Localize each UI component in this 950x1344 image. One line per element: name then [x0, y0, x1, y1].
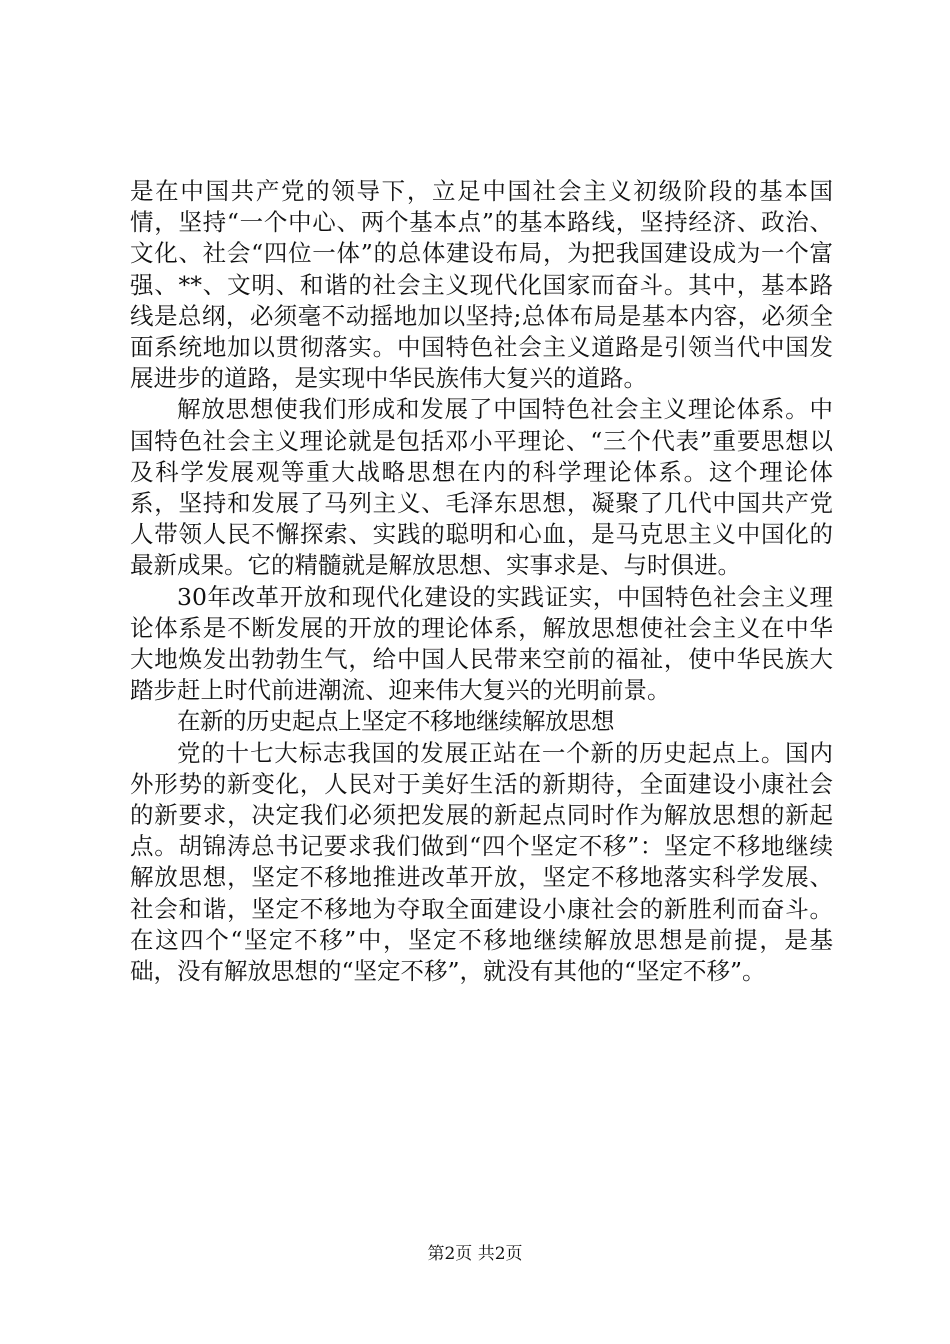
section-heading: 在新的历史起点上坚定不移地继续解放思想	[177, 707, 614, 736]
paragraph-new-starting-point: 党的十七大标志我国的发展正站在一个新的历史起点上。国内外形势的新变化，人民对于美好生活的新期待，全面建设小康社会的新要求，决定我们必须把发展的新起点同时作为解放思想的新起点。胡锦涛总书记要求我们做到“四个坚定不移”：坚定不移地继续解放思想，坚定不移地推进改革开放，坚定不移地落实科学发展、社会和谐，坚定不移地为夺取全面建设小康社会的新胜利而奋斗。在这四个“坚定不移”中，坚定不移地继续解放思想是前提，是基础，没有解放思想的“坚定不移”，就没有其他的“坚定不移”。	[130, 738, 833, 986]
paragraph-reform-practice: 30年改革开放和现代化建设的实践证实，中国特色社会主义理论体系是不断发展的开放的理论体系，解放思想使社会主义在中华大地焕发出勃勃生气，给中国人民带来空前的福祉，使中华民族大踏步赶上时代前进潮流、迎来伟大复兴的光明前景。	[130, 582, 833, 705]
paragraph-road-summary: 是在中国共产党的领导下，立足中国社会主义初级阶段的基本国情，坚持“一个中心、两个基本点”的基本路线，坚持经济、政治、文化、社会“四位一体”的总体建设布局，为把我国建设成为一个富强、**、文明、和谐的社会主义现代化国家而奋斗。其中，基本路线是总纲，必须毫不动摇地加以坚持;总体布局是基本内容，必须全面系统地加以贯彻落实。中国特色社会主义道路是引领当代中国发展进步的道路，是实现中华民族伟大复兴的道路。	[130, 177, 833, 393]
page-footer: 第2页 共2页	[427, 1244, 523, 1264]
document-body	[130, 176, 833, 987]
paragraph-theory-system: 解放思想使我们形成和发展了中国特色社会主义理论体系。中国特色社会主义理论就是包括邓小平理论、“三个代表”重要思想以及科学发展观等重大战略思想在内的科学理论体系。这个理论体系，坚持和发展了马列主义、毛泽东思想，凝聚了几代中国共产党人带领人民不懈探索、实践的聪明和心血，是马克思主义中国化的最新成果。它的精髓就是解放思想、实事求是、与时俱进。	[130, 395, 833, 580]
